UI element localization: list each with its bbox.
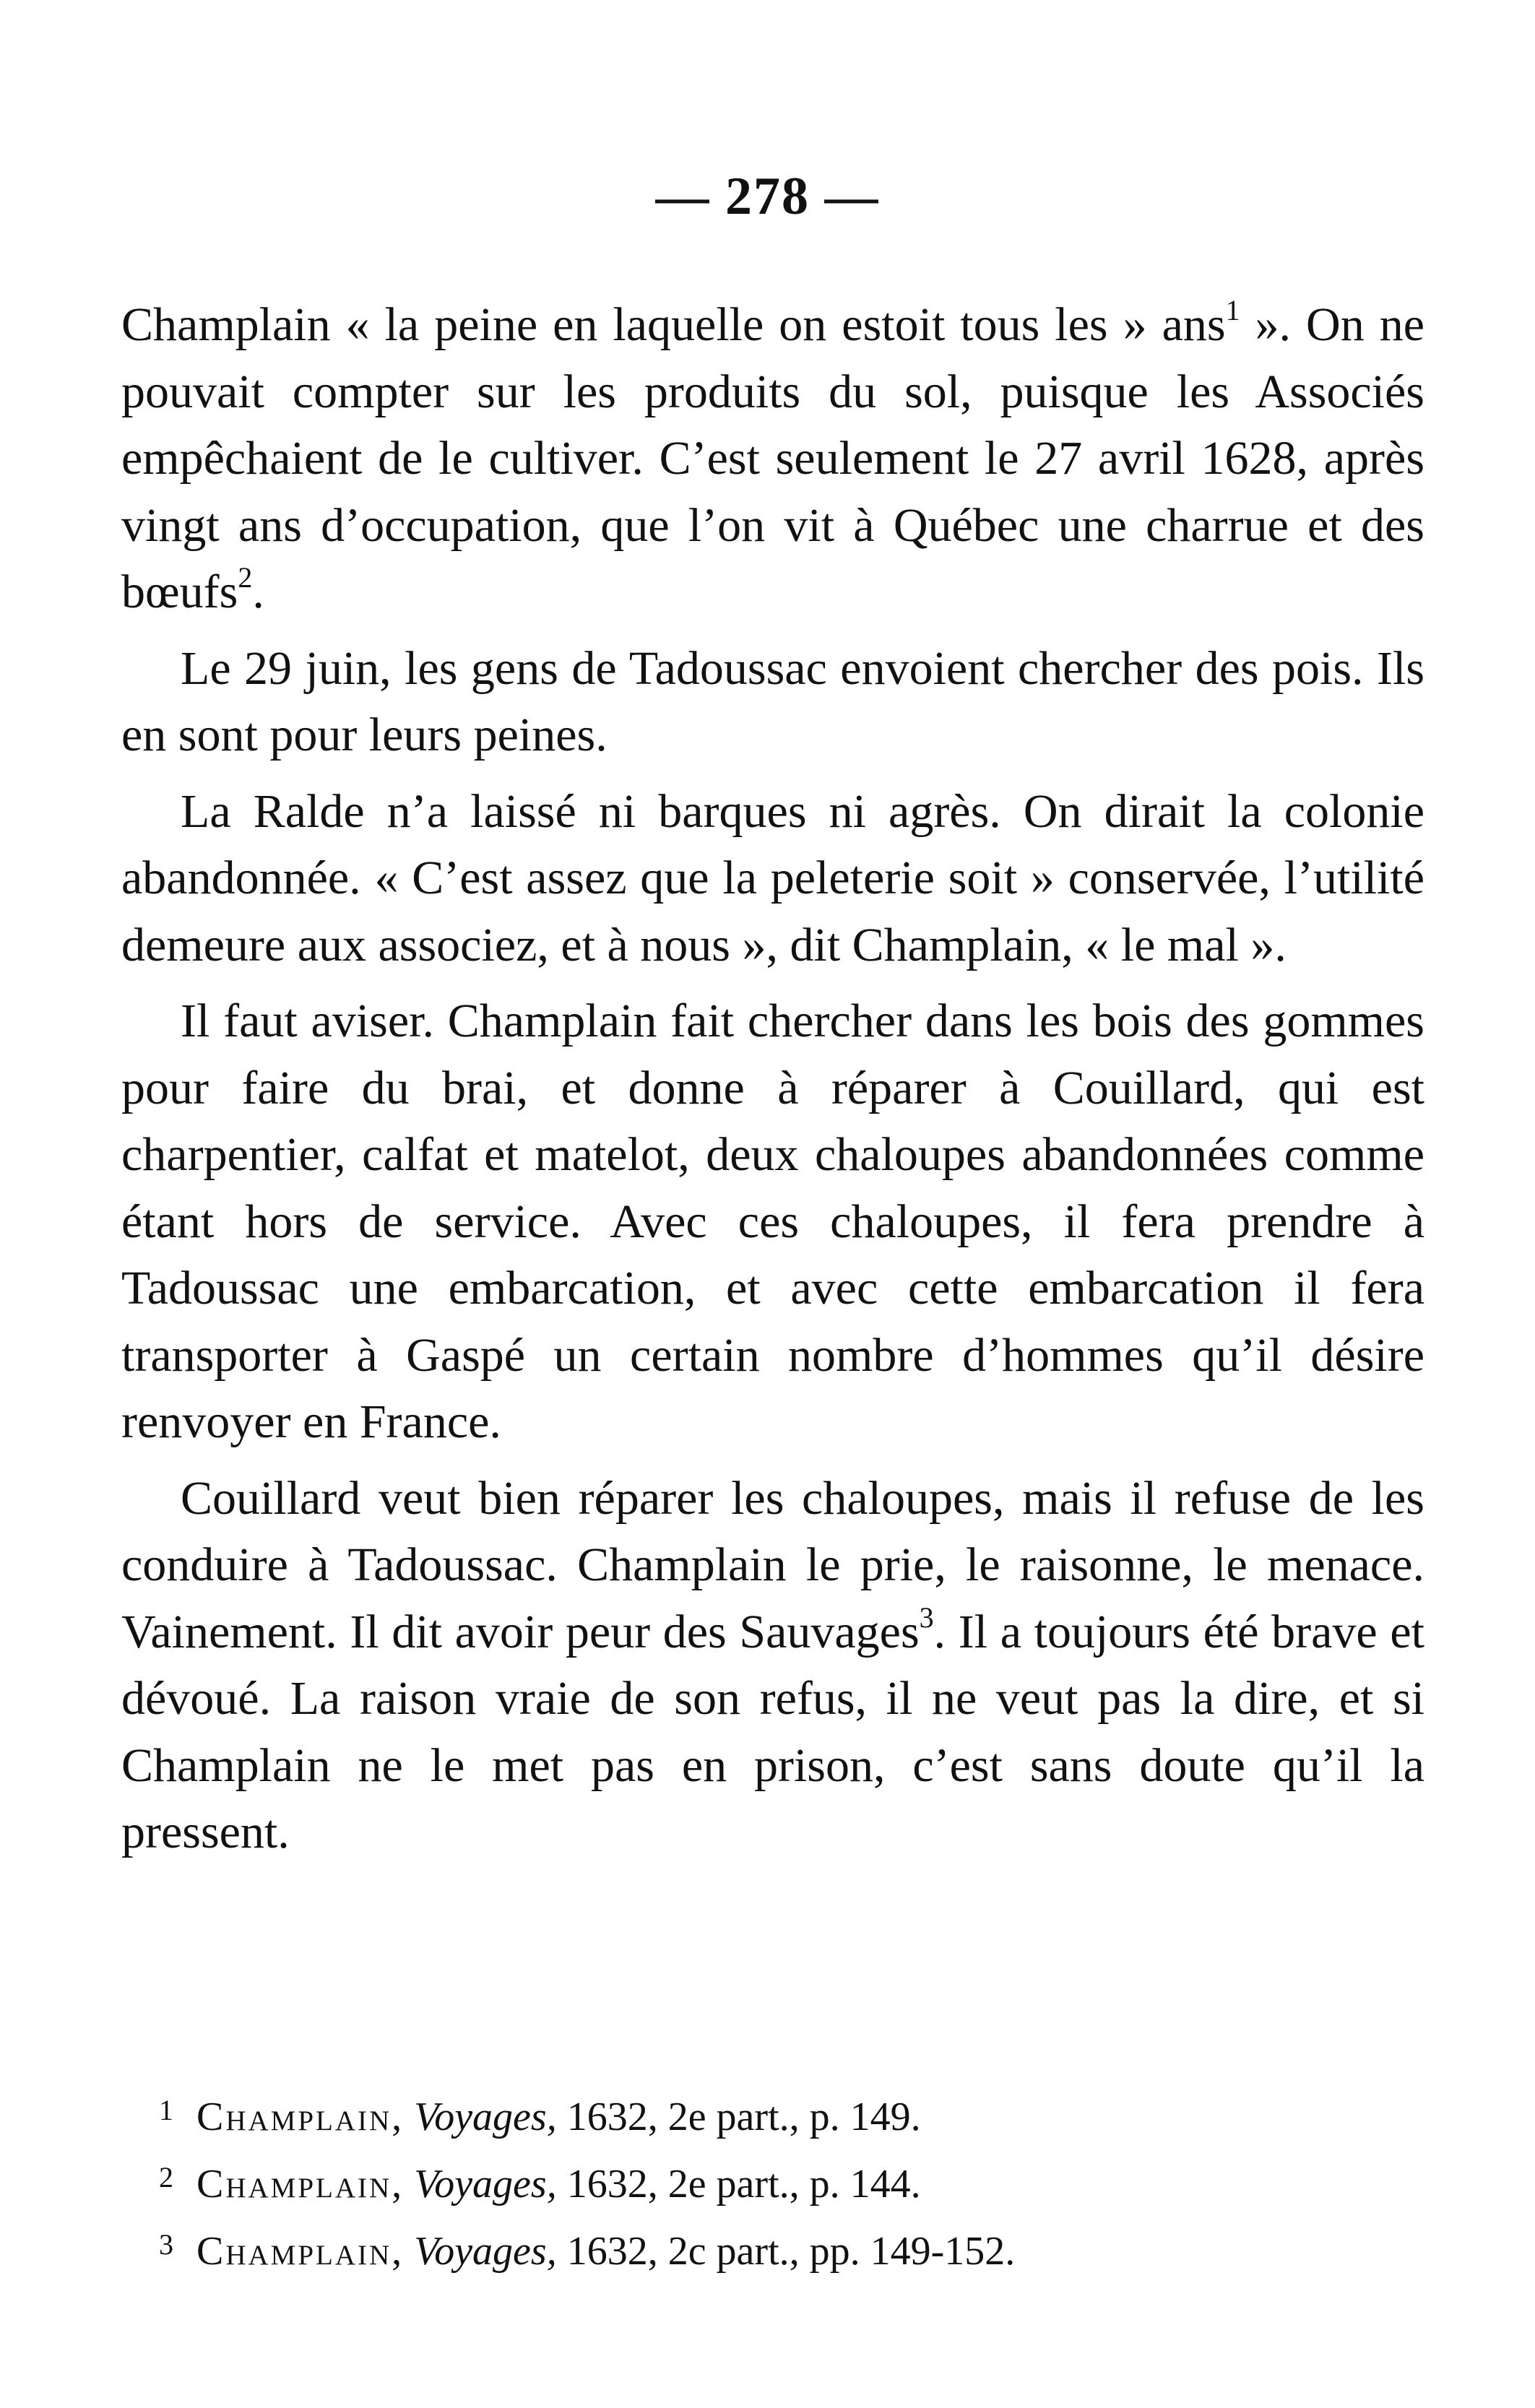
footnote-details: 1632, 2e part., p. 144.	[556, 2162, 921, 2206]
footnote-work: Voyages,	[414, 2162, 557, 2206]
paragraph-1	[121, 292, 1424, 626]
body-text	[121, 292, 1424, 1876]
footnote-details: 1632, 2e part., p. 149.	[556, 2095, 921, 2139]
footnote-number: 3	[159, 2228, 173, 2261]
footnote-number: 1	[159, 2094, 173, 2126]
page-number: — 278 —	[655, 167, 880, 226]
paragraph-1-text-c: .	[252, 566, 264, 618]
footnote-author: Champlain,	[196, 2229, 405, 2274]
footnote-author: Champlain,	[196, 2095, 405, 2139]
footnote-author: Champlain,	[196, 2162, 405, 2206]
footnote-ref-2: 2	[238, 561, 253, 594]
footnote-2	[159, 2147, 1387, 2214]
paragraph-2: Le 29 juin, les gens de Tadoussac envoient chercher des pois. Ils en sont pour leurs peines.	[121, 641, 1424, 761]
paragraph-3: La Ralde n’a laissé ni barques ni agrès. On dirait la colonie abandonnée. « C’est assez que la peleterie soit » conservée, l’utilité demeure aux associez, et à nous », dit Champlain, « le mal ».	[121, 784, 1424, 971]
footnote-1	[159, 2080, 1387, 2147]
paragraph-1-text-b: ». On ne pouvait compter sur les produits du sol, puisque les Associés empêchaient de le cultiver. C’est seulement le 27 avril 1628, après vingt ans d’occupation, que l’on vit à Québec une charrue et des bœufs	[121, 298, 1424, 618]
paragraph-5	[121, 1465, 1424, 1866]
footnotes	[159, 2080, 1387, 2282]
footnote-work: Voyages,	[414, 2229, 557, 2274]
paragraph-5-text-b: . Il a toujours été brave et dévoué. La raison vraie de son refus, il ne veut pas la dire, et si Champlain ne le met pas en prison, c’est sans doute qu’il la pressent.	[121, 1605, 1424, 1858]
footnote-work: Voyages,	[414, 2095, 557, 2139]
paragraph-1-text-a: Champlain « la peine en laquelle on estoit tous les » ans	[121, 298, 1226, 351]
footnote-number: 2	[159, 2161, 173, 2193]
footnote-ref-3: 3	[919, 1601, 934, 1634]
footnote-details: 1632, 2c part., pp. 149-152.	[556, 2229, 1016, 2274]
footnote-3	[159, 2214, 1387, 2282]
footnote-ref-1: 1	[1225, 294, 1240, 326]
paragraph-5-text-a: Couillard veut bien réparer les chaloupes, mais il refuse de les conduire à Tadoussac. Champlain le prie, le raisonne, le menace. Vainement. Il dit avoir peur des Sauvages	[121, 1471, 1424, 1658]
paragraph-4: Il faut aviser. Champlain fait chercher dans les bois des gommes pour faire du brai, et donne à réparer à Couillard, qui est charpentier, calfat et matelot, deux chaloupes abandonnées comme étant hors de service. Avec ces chaloupes, il fera prendre à Tadoussac une embarcation, et avec cette embarcation il fera transporter à Gaspé un certain nombre d’hommes qu’il désire renvoyer en France.	[121, 995, 1424, 1448]
